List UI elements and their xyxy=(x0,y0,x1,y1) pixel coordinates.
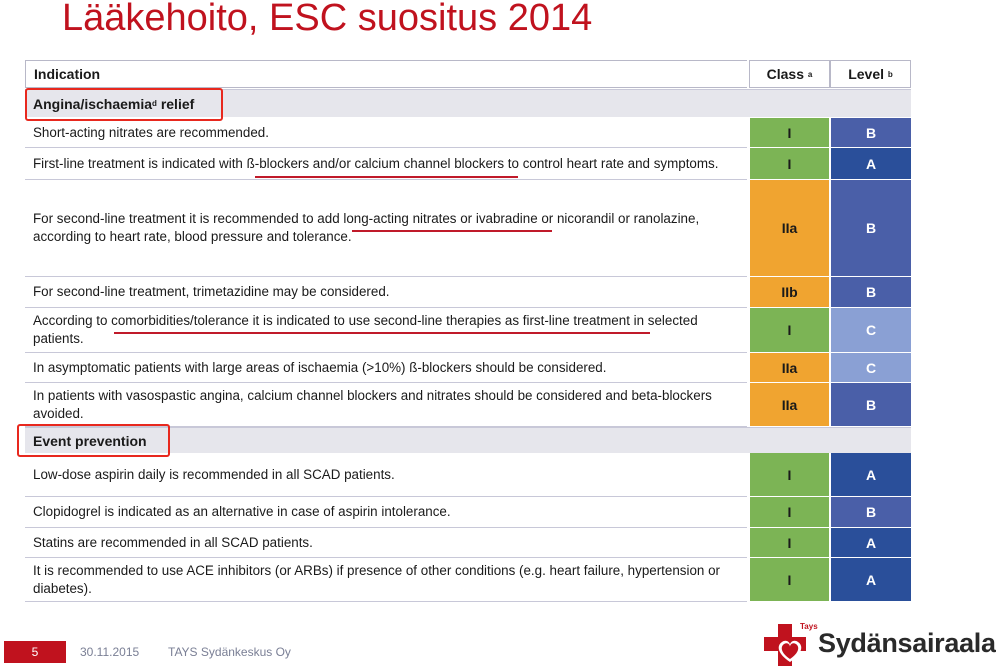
level-cell: C xyxy=(831,308,911,353)
header-indication-label: Indication xyxy=(34,66,101,82)
underline-comorbidities xyxy=(114,332,650,334)
level-cell: B xyxy=(831,497,911,528)
table-row xyxy=(25,308,911,353)
class-cell: I xyxy=(750,528,829,558)
row-text-value: It is recommended to use ACE inhibitors (or ARBs) if presence of other conditions (e.g. heart failure, hypertension or diabetes). xyxy=(33,562,720,596)
table-row xyxy=(25,453,911,497)
section-event-label: Event prevention xyxy=(33,432,147,449)
class-cell: IIb xyxy=(750,277,829,308)
class-cell: I xyxy=(750,118,829,148)
row-text-value: Statins are recommended in all SCAD patients. xyxy=(33,534,313,550)
level-cell: C xyxy=(831,353,911,383)
header-level-label: Level xyxy=(848,66,885,82)
class-cell: I xyxy=(750,453,829,497)
row-text-value: For second-line treatment, trimetazidine may be considered. xyxy=(33,284,390,299)
row-text xyxy=(25,528,747,558)
level-cell: B xyxy=(831,277,911,308)
page-number: 5 xyxy=(4,641,66,663)
highlight-box-event xyxy=(17,424,170,457)
header-level-sup: b xyxy=(887,69,893,79)
row-text-value: In asymptomatic patients with large areas of ischaemia (>10%) ß-blockers should be considered. xyxy=(33,359,607,375)
row-text-value: In patients with vasospastic angina, calcium channel blockers and nitrates should be considered and beta-blockers avoided. xyxy=(33,387,712,421)
level-cell: B xyxy=(831,180,911,277)
logo-text: Sydänsairaala xyxy=(818,628,996,658)
section-angina-label-end: relief xyxy=(156,95,195,112)
row-text xyxy=(25,180,747,277)
class-cell: IIa xyxy=(750,383,829,427)
class-cell: IIa xyxy=(750,353,829,383)
row-text xyxy=(25,308,747,353)
underline-nitrates xyxy=(352,230,552,232)
level-cell: B xyxy=(831,118,911,148)
row-text xyxy=(25,353,747,383)
header-class-label: Class xyxy=(766,66,804,82)
row-text-value: First-line treatment is indicated with ß-blockers and/or calcium channel blockers to control heart rate and symptoms. xyxy=(33,155,719,171)
table-row xyxy=(25,277,911,308)
table-row xyxy=(25,497,911,528)
row-text-value: Clopidogrel is indicated as an alternative in case of aspirin intolerance. xyxy=(33,504,451,519)
logo-small-text: Tays xyxy=(800,622,818,631)
row-text-value: Short-acting nitrates are recommended. xyxy=(33,124,269,140)
footer-organization: TAYS Sydänkeskus Oy xyxy=(168,645,291,659)
row-text xyxy=(25,383,747,427)
class-cell: I xyxy=(750,148,829,180)
row-text xyxy=(25,277,747,308)
level-cell: B xyxy=(831,383,911,427)
slide-title: Lääkehoito, ESC suositus 2014 xyxy=(62,0,593,39)
header-class-sup: a xyxy=(807,69,813,79)
table-row xyxy=(25,528,911,558)
level-cell: A xyxy=(831,148,911,180)
row-text-value: According to comorbidities/tolerance it is indicated to use second-line therapies as first-line treatment in selected patients. xyxy=(33,313,698,346)
highlight-box-angina xyxy=(25,88,223,121)
header-indication xyxy=(25,60,747,88)
table-row xyxy=(25,558,911,602)
table-row xyxy=(25,353,911,383)
level-cell: A xyxy=(831,453,911,497)
row-text xyxy=(25,453,747,497)
header-level xyxy=(830,60,911,88)
row-text-value: Low-dose aspirin daily is recommended in all SCAD patients. xyxy=(33,466,395,482)
row-text xyxy=(25,558,747,602)
footer-date: 30.11.2015 xyxy=(80,645,140,659)
row-text xyxy=(25,497,747,528)
level-cell: A xyxy=(831,558,911,602)
section-angina-label: Angina/ischaemia xyxy=(33,95,153,112)
section-angina-sup: d xyxy=(152,99,157,108)
class-cell: I xyxy=(750,558,829,602)
level-cell: A xyxy=(831,528,911,558)
row-text xyxy=(25,118,747,148)
table-row xyxy=(25,180,911,277)
table-row xyxy=(25,383,911,427)
class-cell: I xyxy=(750,497,829,528)
underline-betablockers xyxy=(255,176,518,178)
class-cell: I xyxy=(750,308,829,353)
row-text-value: For second-line treatment it is recommended to add long-acting nitrates or ivabradine or nicorandil or ranolazine, according to heart rate, blood pressure and tolerance. xyxy=(33,211,700,244)
header-class xyxy=(749,60,830,88)
class-cell: IIa xyxy=(750,180,829,277)
table-row xyxy=(25,118,911,148)
